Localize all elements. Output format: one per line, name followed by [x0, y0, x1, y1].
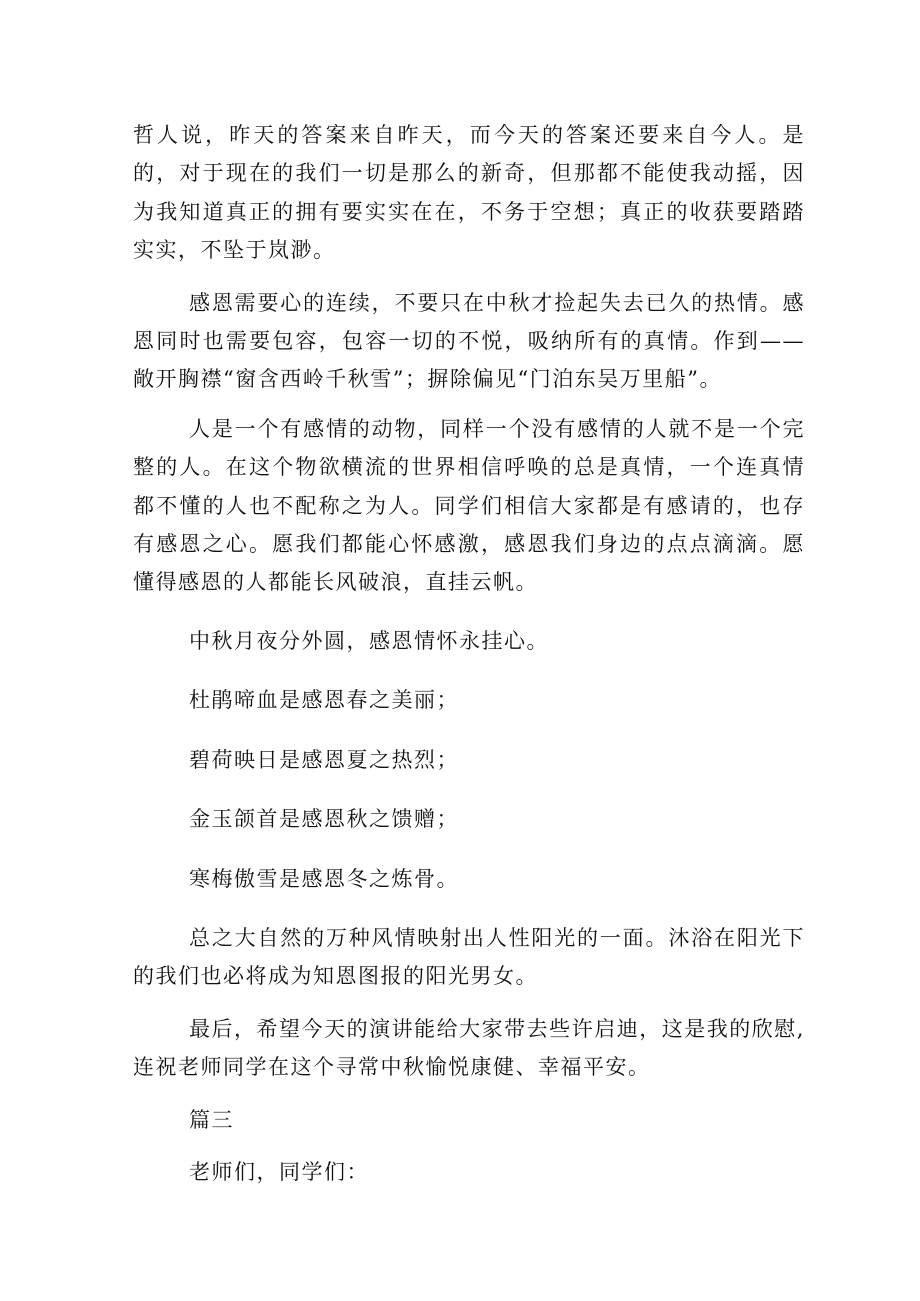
section-heading-part-three: 篇三 — [189, 1107, 234, 1132]
paragraph-mid-autumn-moon: 中秋月夜分外圆，感恩情怀永挂心。 — [189, 628, 549, 653]
paragraph-gratitude-continuity: 感恩需要心的连续，不要只在中秋才捡起失去已久的热情。感恩同时也需要包容，包容一切的不悦，吸纳所有的真情。作到——敞开胸襟“窗含西岭千秋雪”；摒除偏见“门泊东吴万里船”。 — [133, 290, 805, 392]
line-summer: 碧荷映日是感恩夏之热烈； — [189, 747, 459, 772]
line-winter: 寒梅傲雪是感恩冬之炼骨。 — [189, 866, 459, 891]
paragraph-answers: 哲人说，昨天的答案来自昨天，而今天的答案还要来自今人。是的，对于现在的我们一切是那么的新奇，但那都不能使我动摇，因为我知道真正的拥有要实实在在，不务于空想；真正的收获要踏踏实实，不坠于岚渺。 — [133, 123, 805, 263]
line-autumn: 金玉颌首是感恩秋之馈赠； — [189, 807, 459, 832]
line-spring: 杜鹃啼血是感恩春之美丽； — [189, 688, 459, 713]
paragraph-closing-wishes: 最后，希望今天的演讲能给大家带去些许启迪，这是我的欣慰,连祝老师同学在这个寻常中秋愉悦康健、幸福平安。 — [133, 1016, 805, 1080]
paragraph-nature-sunshine: 总之大自然的万种风情映射出人性阳光的一面。沐浴在阳光下的我们也必将成为知恩图报的阳光男女。 — [133, 925, 805, 989]
salutation: 老师们，同学们： — [189, 1159, 369, 1184]
document-body — [133, 116, 805, 1191]
paragraph-human-emotion: 人是一个有感情的动物，同样一个没有感情的人就不是一个完整的人。在这个物欲横流的世界相信呼唤的总是真情，一个连真情都不懂的人也不配称之为人。同学们相信大家都是有感请的，也存有感恩之心。愿我们都能心怀感激，感恩我们身边的点点滴滴。愿懂得感恩的人都能长风破浪，直挂云帆。 — [133, 416, 805, 595]
